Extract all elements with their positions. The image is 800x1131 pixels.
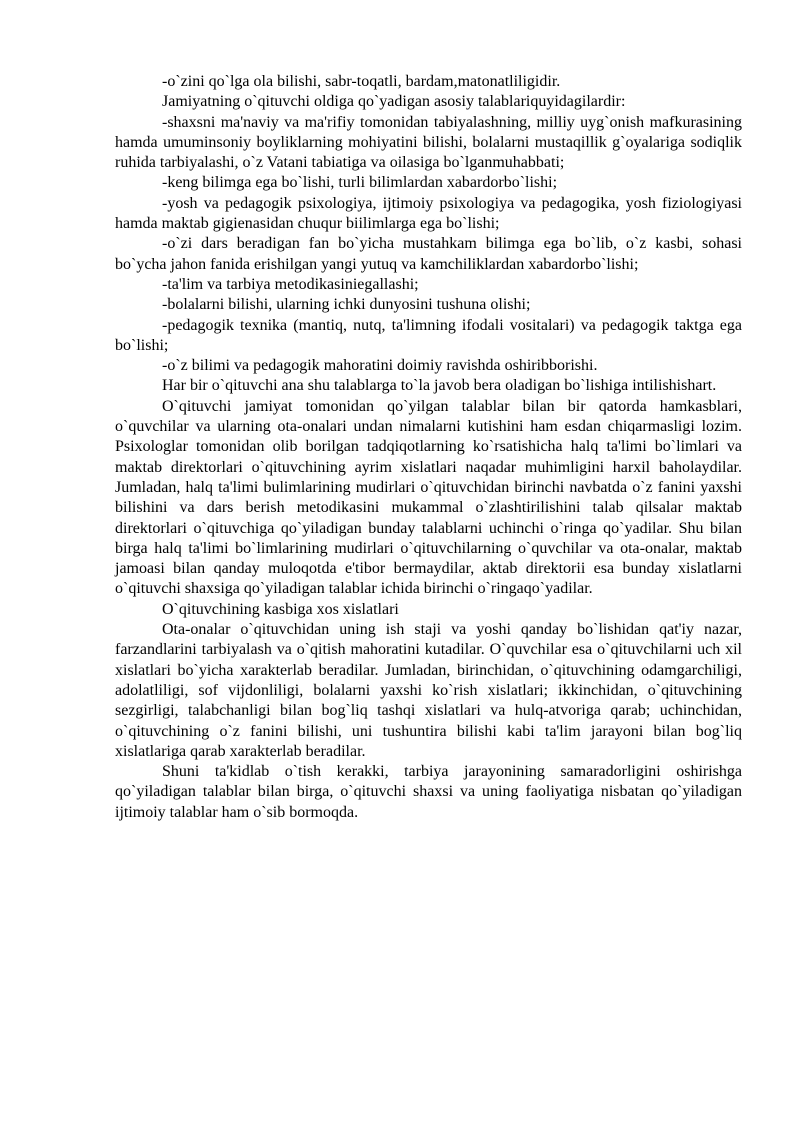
paragraph: -ta'lim va tarbiya metodikasiniegallashi;	[162, 275, 419, 293]
paragraph: -o`zini qo`lga ola bilishi, sabr-toqatli, bardam,matonatliligidir.	[162, 73, 561, 90]
paragraph: -yosh va pedagogik psixologiya, ijtimoiy psixologiya va pedagogika, yosh fiziologiyasi hamda maktab gigienasidan chuqur biilimlarga ega bo`lishi;	[115, 194, 742, 233]
paragraph: -o`zi dars beradigan fan bo`yicha mustahkam bilimga ega bo`lib, o`z kasbi, sohasi bo`ycha jahon fanida erishilgan yangi yutuq va kamchiliklardan xabardorbo`lishi;	[115, 235, 742, 273]
paragraph: -pedagogik texnika (mantiq, nutq, ta'limning ifodali vositalari) va pedagogik taktga ega bo`lishi;	[115, 316, 742, 354]
section-heading: O`qituvchining kasbiga xos xislatlari	[162, 600, 399, 618]
paragraph: O`qituvchi jamiyat tomonidan qo`yilgan talablar bilan bir qatorda hamkasblari, o`quvchilar va ularning ota-onalari undan nimalarni kutishini ham esdan chiqarmasligi lozim. Psixologlar tomonidan olib borilgan tadqiqotlarning ko`rsatishicha halq ta'limi bo`limlari va maktab direktorlari o`qituvchining ayrim xislatlari naqadar muhimligini harxil baholaydilar. Jumladan, halq ta'limi bulimlarining mudirlari o`qituvchidan birinchi navbatda o`z fanini yaxshi bilishini va dars berish metodikasini mukammal o`zlashtirilishini talab qilsalar maktab direktorlari o`qituvchiga qo`yiladigan bunday talablarni uchinchi o`ringa qo`yadilar. Shu bilan birga halq ta'limi bo`limlarining mudirlari o`qituvchilarning o`quvchilar va ota-onalar, maktab jamoasi bilan qanday muloqotda e'tibor bermaydilar, aktab direktorii esa bunday xislatlarni o`qituvchi shaxsiga qo`yiladigan talablar ichida birinchi o`ringaqo`yadilar.	[115, 397, 742, 598]
paragraph: Ota-onalar o`qituvchidan uning ish staji va yoshi qanday bo`lishidan qat'iy nazar, farzandlarini tarbiyalash va o`qitish mahoratini kutadilar. O`quvchilar esa o`qituvchilarni uch xil xislatlari bo`yicha xarakterlab beradilar. Jumladan, birinchidan, o`qituvchining odamgarchiligi, adolatliligi, sof vijdonliligi, bolalarni yaxshi ko`rish xislatlari; ikkinchidan, o`qituvchining sezgirligi, talabchanligi bilan bog`liq tashqi xislatlari va hulq-atvoriga qarab; uchinchidan, o`qituvchining o`z fanini bilishi, uni tushuntira bilishi kabi ta'lim jarayoni bilan bog`liq xislatlariga qarab xarakterlab beradilar.	[115, 621, 742, 760]
document-page	[115, 72, 742, 823]
paragraph: -o`z bilimi va pedagogik mahoratini doimiy ravishda oshiribborishi.	[162, 357, 598, 375]
paragraph: -keng bilimga ega bo`lishi, turli bilimlardan xabardorbo`lishi;	[162, 174, 558, 192]
paragraph: Jamiyatning o`qituvchi oldiga qo`yadigan asosiy talablariquyidagilardir:	[162, 93, 626, 111]
paragraph: -bolalarni bilishi, ularning ichki dunyosini tushuna olishi;	[162, 296, 531, 314]
paragraph: -shaxsni ma'naviy va ma'rifiy tomonidan tabiyalashning, milliy uyg`onish mafkurasining hamda umuminsoniy boyliklarning mohiyatini bilishi, bolalarni mustaqillik g`oyalariga sodiqlik ruhida tarbiyalashi, o`z Vatani tabiatiga va oilasiga bo`lganmuhabbati;	[115, 113, 742, 172]
paragraph: Shuni ta'kidlab o`tish kerakki, tarbiya jarayonining samaradorligini oshirishga qo`yiladigan talablar bilan birga, o`qituvchi shaxsi va uning faoliyatiga nisbatan qo`yiladigan ijtimoiy talablar ham o`sib bormoqda.	[115, 763, 742, 821]
paragraph: Har bir o`qituvchi ana shu talablarga to`la javob bera oladigan bo`lishiga intilishishart.	[162, 377, 717, 395]
